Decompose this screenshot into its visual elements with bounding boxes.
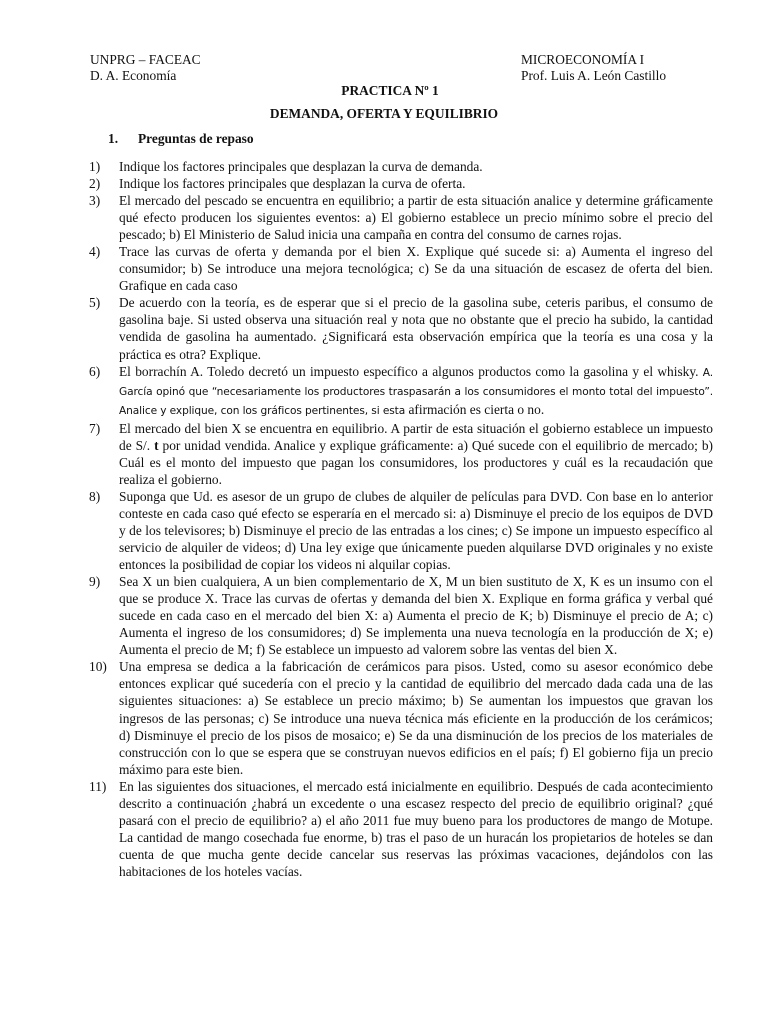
header-left bbox=[90, 52, 201, 84]
question-number: 9) bbox=[89, 574, 101, 590]
question-item bbox=[89, 778, 713, 880]
question-item bbox=[89, 363, 713, 420]
department-label: D. A. Economía bbox=[90, 68, 177, 83]
question-item bbox=[89, 294, 713, 362]
question-text-quote: A. García opinó que “necesariamente los productores traspasarán a los consumidores el monto total del impuesto”. Analice y explique, con los gráficos pertinentes, si esta bbox=[119, 366, 714, 417]
question-text: De acuerdo con la teoría, es de esperar que si el precio de la gasolina sube, ceteris paribus, el consumo de gasolina baje. Si usted observa una situación real y nota que no obstante que el precio ha subido, la cantidad vendida de gasolina ha aumentado. ¿Significará esta observación empírica que la teoría es una cosa y la práctica es otra? Explique. bbox=[119, 295, 713, 362]
question-text: Indique los factores principales que desplazan la curva de demanda. bbox=[119, 159, 483, 174]
question-text: El mercado del pescado se encuentra en equilibrio; a partir de esta situación analice y determine gráficamente qué efecto producen los siguientes eventos: a) El gobierno establece un precio mínimo sobre el precio del pescado; b) El Ministerio de Salud inicia una campaña en contra del consumo de carnes rojas. bbox=[119, 193, 713, 243]
question-item bbox=[89, 175, 713, 192]
question-number: 4) bbox=[89, 244, 101, 260]
section-heading bbox=[108, 131, 254, 147]
question-number: 6) bbox=[89, 363, 101, 379]
question-text bbox=[119, 420, 713, 488]
question-item bbox=[89, 658, 713, 777]
question-text: Suponga que Ud. es asesor de un grupo de clubes de alquiler de películas para DVD. Con base en lo anterior conteste en cada caso qué efecto se esperaría en el mercado si: a) Disminuye el precio de los equipos de DVD y de los televisores; b) Disminuye el precio de las entradas a los cines; c) Se impone un impuesto específico al servicio de alquiler de videos; d) Una ley exige que únicamente pueden alquilarse DVD originales y no existe entonces la posibilidad de copiar los videos ni alquilar copias. bbox=[119, 488, 713, 573]
header-right bbox=[521, 52, 666, 84]
question-text: Indique los factores principales que desplazan la curva de oferta. bbox=[119, 176, 466, 192]
question-number: 8) bbox=[89, 488, 101, 504]
question-item bbox=[89, 243, 713, 294]
topic-title: DEMANDA, OFERTA Y EQUILIBRIO bbox=[269, 106, 499, 121]
practice-title: PRACTICA Nº 1 bbox=[341, 83, 439, 98]
question-item bbox=[89, 488, 713, 573]
question-text-part: afirmación es cierta o no. bbox=[405, 401, 545, 417]
question-number: 5) bbox=[89, 295, 101, 311]
question-list bbox=[89, 158, 713, 880]
question-text: Trace las curvas de oferta y demanda por el bien X. Explique qué sucede si: a) Aumenta el ingreso del consumidor; b) Se introduce una mejora tecnológica; c) Se da una situación de escasez de oferta del bien. Grafique en cada caso bbox=[119, 244, 713, 294]
question-number: 1) bbox=[89, 159, 101, 174]
university-label: UNPRG – FACEAC bbox=[90, 52, 201, 67]
question-text-part: por unidad vendida. Analice y explique gráficamente: a) Qué sucede con el equilibrio de mercado; b) Cuál es el monto del impuesto que pagan los consumidores, los productores y cuál es la recaudación que realiza el gobierno. bbox=[119, 437, 713, 487]
question-text: Una empresa se dedica a la fabricación de cerámicos para pisos. Usted, como su asesor económico debe entonces explicar qué sucedería con el precio y la cantidad de equilibrio del mercado dada cada una de las siguientes situaciones: a) Se establece un precio máximo; b) Se aumentan los impuestos que gravan los ingresos de las personas; c) Se introduce una nueva técnica más eficiente en la producción de los cerámicos; d) Disminuye el precio de los pisos de mosaico; e) Se da una disminución de los precios de los materiales de construcción con lo que se espera que se construyan nuevos edificios en el país; f) El gobierno fija un precio máximo para este bien. bbox=[119, 659, 713, 777]
question-number: 2) bbox=[89, 176, 101, 192]
course-label: MICROECONOMÍA I bbox=[521, 52, 645, 67]
section-title: Preguntas de repaso bbox=[138, 131, 254, 146]
question-number: 7) bbox=[89, 420, 101, 436]
question-number: 11) bbox=[89, 778, 107, 794]
question-text bbox=[119, 363, 713, 420]
question-item bbox=[89, 158, 713, 175]
question-number: 3) bbox=[89, 193, 101, 209]
question-number: 10) bbox=[89, 659, 107, 675]
professor-label: Prof. Luis A. León Castillo bbox=[521, 68, 667, 83]
section-number: 1. bbox=[108, 131, 119, 146]
tax-variable: t bbox=[154, 437, 159, 453]
question-text-part: El mercado del bien X se encuentra en equilibrio. A partir de esta situación el gobierno establece un impuesto de S/. bbox=[119, 420, 713, 453]
question-text: En las siguientes dos situaciones, el mercado está inicialmente en equilibrio. Después de cada acontecimiento descrito a continuación ¿habrá un excedente o una escasez respecto del precio de equilibrio original? ¿qué pasará con el precio de equilibrio? a) el año 2011 fue muy bueno para los productores de mango de Motupe. La cantidad de mango cosechada fue enorme, b) tras el paso de un huracán los propietarios de hoteles se dan cuenta de que mucha gente decide cancelar sus reservas las próximas vacaciones, dejándolos con las habitaciones de los hoteles vacías. bbox=[119, 778, 713, 879]
question-item bbox=[89, 192, 713, 243]
question-text: Sea X un bien cualquiera, A un bien complementario de X, M un bien sustituto de X, K es un insumo con el que se produce X. Trace las curvas de ofertas y demanda del bien X. Explique en forma gráfica y verbal qué sucede en cada caso en el mercado del bien X: a) Aumenta el precio de K; b) Disminuye el precio de A; c) Aumenta el ingreso de los consumidores; d) Se implementa una nueva tecnología en la producción de X; e) Aumenta el precio de M; f) Se establece un impuesto ad valorem sobre las ventas del bien X. bbox=[119, 574, 713, 658]
question-item bbox=[89, 420, 713, 488]
question-item bbox=[89, 573, 713, 658]
question-text-part: El borrachín A. Toledo decretó un impuesto específico a algunos productos como la gasolina y el whisky. bbox=[119, 363, 699, 379]
